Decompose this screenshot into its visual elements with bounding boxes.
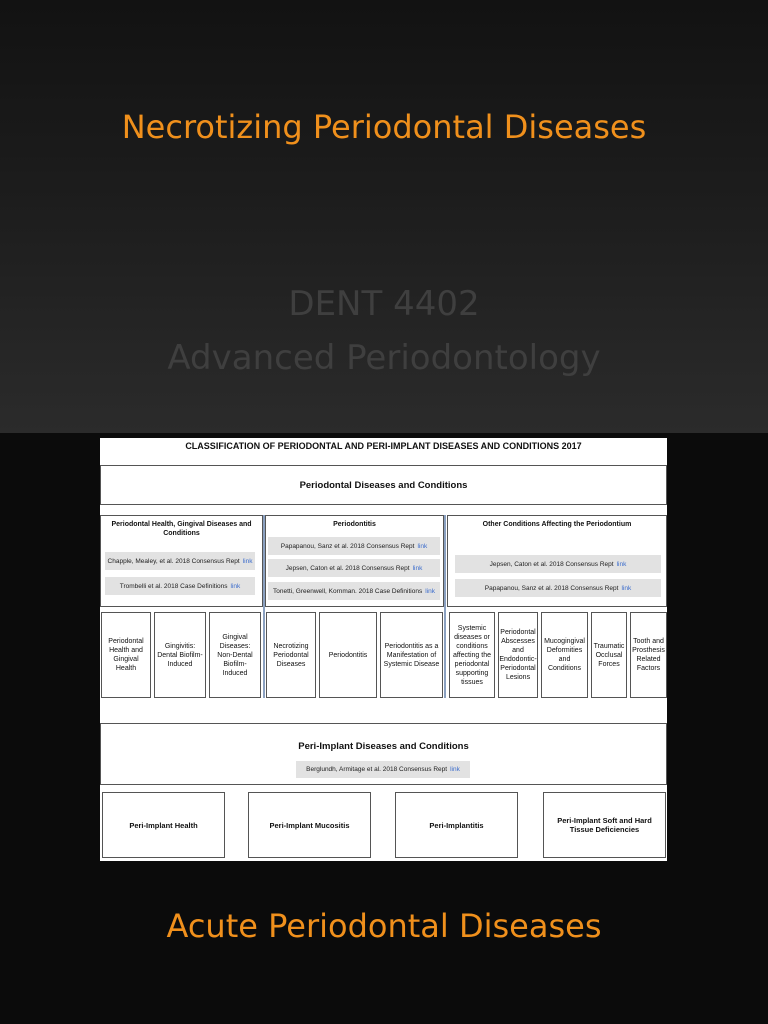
box-gingival-diseases: Gingival Diseases: Non-Dental Biofilm-Induced bbox=[209, 612, 261, 698]
diagram-title: CLASSIFICATION OF PERIODONTAL AND PERI-IMPLANT DISEASES AND CONDITIONS 2017 bbox=[185, 441, 582, 451]
col3-ref-1: Jepsen, Caton et al. 2018 Consensus Rept link bbox=[455, 555, 661, 573]
box-periodontal-health: Periodontal Health and Gingival Health bbox=[101, 612, 151, 698]
box-peri-implant-mucositis: Peri-Implant Mucositis bbox=[248, 792, 371, 858]
ref-link[interactable]: link bbox=[621, 584, 632, 592]
box-tooth-prosthesis: Tooth and Prosthesis Related Factors bbox=[630, 612, 667, 698]
ref-link[interactable]: link bbox=[450, 766, 460, 773]
ref-link[interactable]: link bbox=[425, 587, 435, 595]
divider-col1-col2 bbox=[263, 515, 265, 698]
course-name: Advanced Periodontology bbox=[167, 338, 601, 378]
ref-link[interactable]: link bbox=[230, 582, 241, 590]
classification-diagram bbox=[100, 438, 667, 861]
box-abscesses: Periodontal Abscesses and Endodontic-Periodontal Lesions bbox=[498, 612, 538, 698]
peri-implant-ref: Berglundh, Armitage et al. 2018 Consensus Rept link bbox=[296, 761, 470, 778]
box-gingivitis: Gingivitis: Dental Biofilm-Induced bbox=[154, 612, 206, 698]
ref-link[interactable]: link bbox=[616, 560, 627, 568]
col2-header: Periodontitis bbox=[265, 515, 444, 607]
box-systemic-diseases: Systemic diseases or conditions affecting the periodontal supporting tissues bbox=[449, 612, 495, 698]
col2-ref-3: Tonetti, Greenwell, Kornman. 2018 Case Definitions link bbox=[268, 582, 440, 600]
box-periodontitis-systemic: Periodontitis as a Manifestation of Systemic Disease bbox=[380, 612, 443, 698]
box-peri-implantitis: Peri-Implantitis bbox=[395, 792, 518, 858]
col1-ref-1: Chapple, Mealey, et al. 2018 Consensus Rept link bbox=[105, 552, 255, 570]
box-mucogingival: Mucogingival Deformities and Conditions bbox=[541, 612, 588, 698]
ref-link[interactable]: link bbox=[412, 564, 423, 572]
next-slide-title: Acute Periodontal Diseases bbox=[166, 907, 602, 945]
course-code: DENT 4402 bbox=[288, 284, 480, 324]
col1-ref-2: Trombelli et al. 2018 Case Definitions link bbox=[105, 577, 255, 595]
box-occlusal-forces: Traumatic Occlusal Forces bbox=[591, 612, 627, 698]
col2-ref-1: Papapanou, Sanz et al. 2018 Consensus Rept link bbox=[268, 537, 440, 555]
divider-col2-col3 bbox=[444, 515, 446, 698]
box-peri-implant-health: Peri-Implant Health bbox=[102, 792, 225, 858]
col3-ref-2: Papapanou, Sanz et al. 2018 Consensus Rept link bbox=[455, 579, 661, 597]
ref-link[interactable]: link bbox=[242, 557, 253, 565]
col2-ref-2: Jepsen, Caton et al. 2018 Consensus Rept link bbox=[268, 559, 440, 577]
box-periodontitis: Periodontitis bbox=[319, 612, 377, 698]
ref-link[interactable]: link bbox=[417, 542, 428, 550]
periodontal-header: Periodontal Diseases and Conditions bbox=[100, 465, 667, 505]
peri-implant-header: Peri-Implant Diseases and Conditions bbox=[100, 723, 667, 785]
slide-title: Necrotizing Periodontal Diseases bbox=[121, 108, 647, 146]
box-peri-implant-deficiencies: Peri-Implant Soft and Hard Tissue Deficiencies bbox=[543, 792, 666, 858]
box-necrotizing: Necrotizing Periodontal Diseases bbox=[266, 612, 316, 698]
col3-header: Other Conditions Affecting the Periodontium bbox=[447, 515, 667, 607]
col1-header: Periodontal Health, Gingival Diseases and Conditions bbox=[100, 515, 263, 607]
